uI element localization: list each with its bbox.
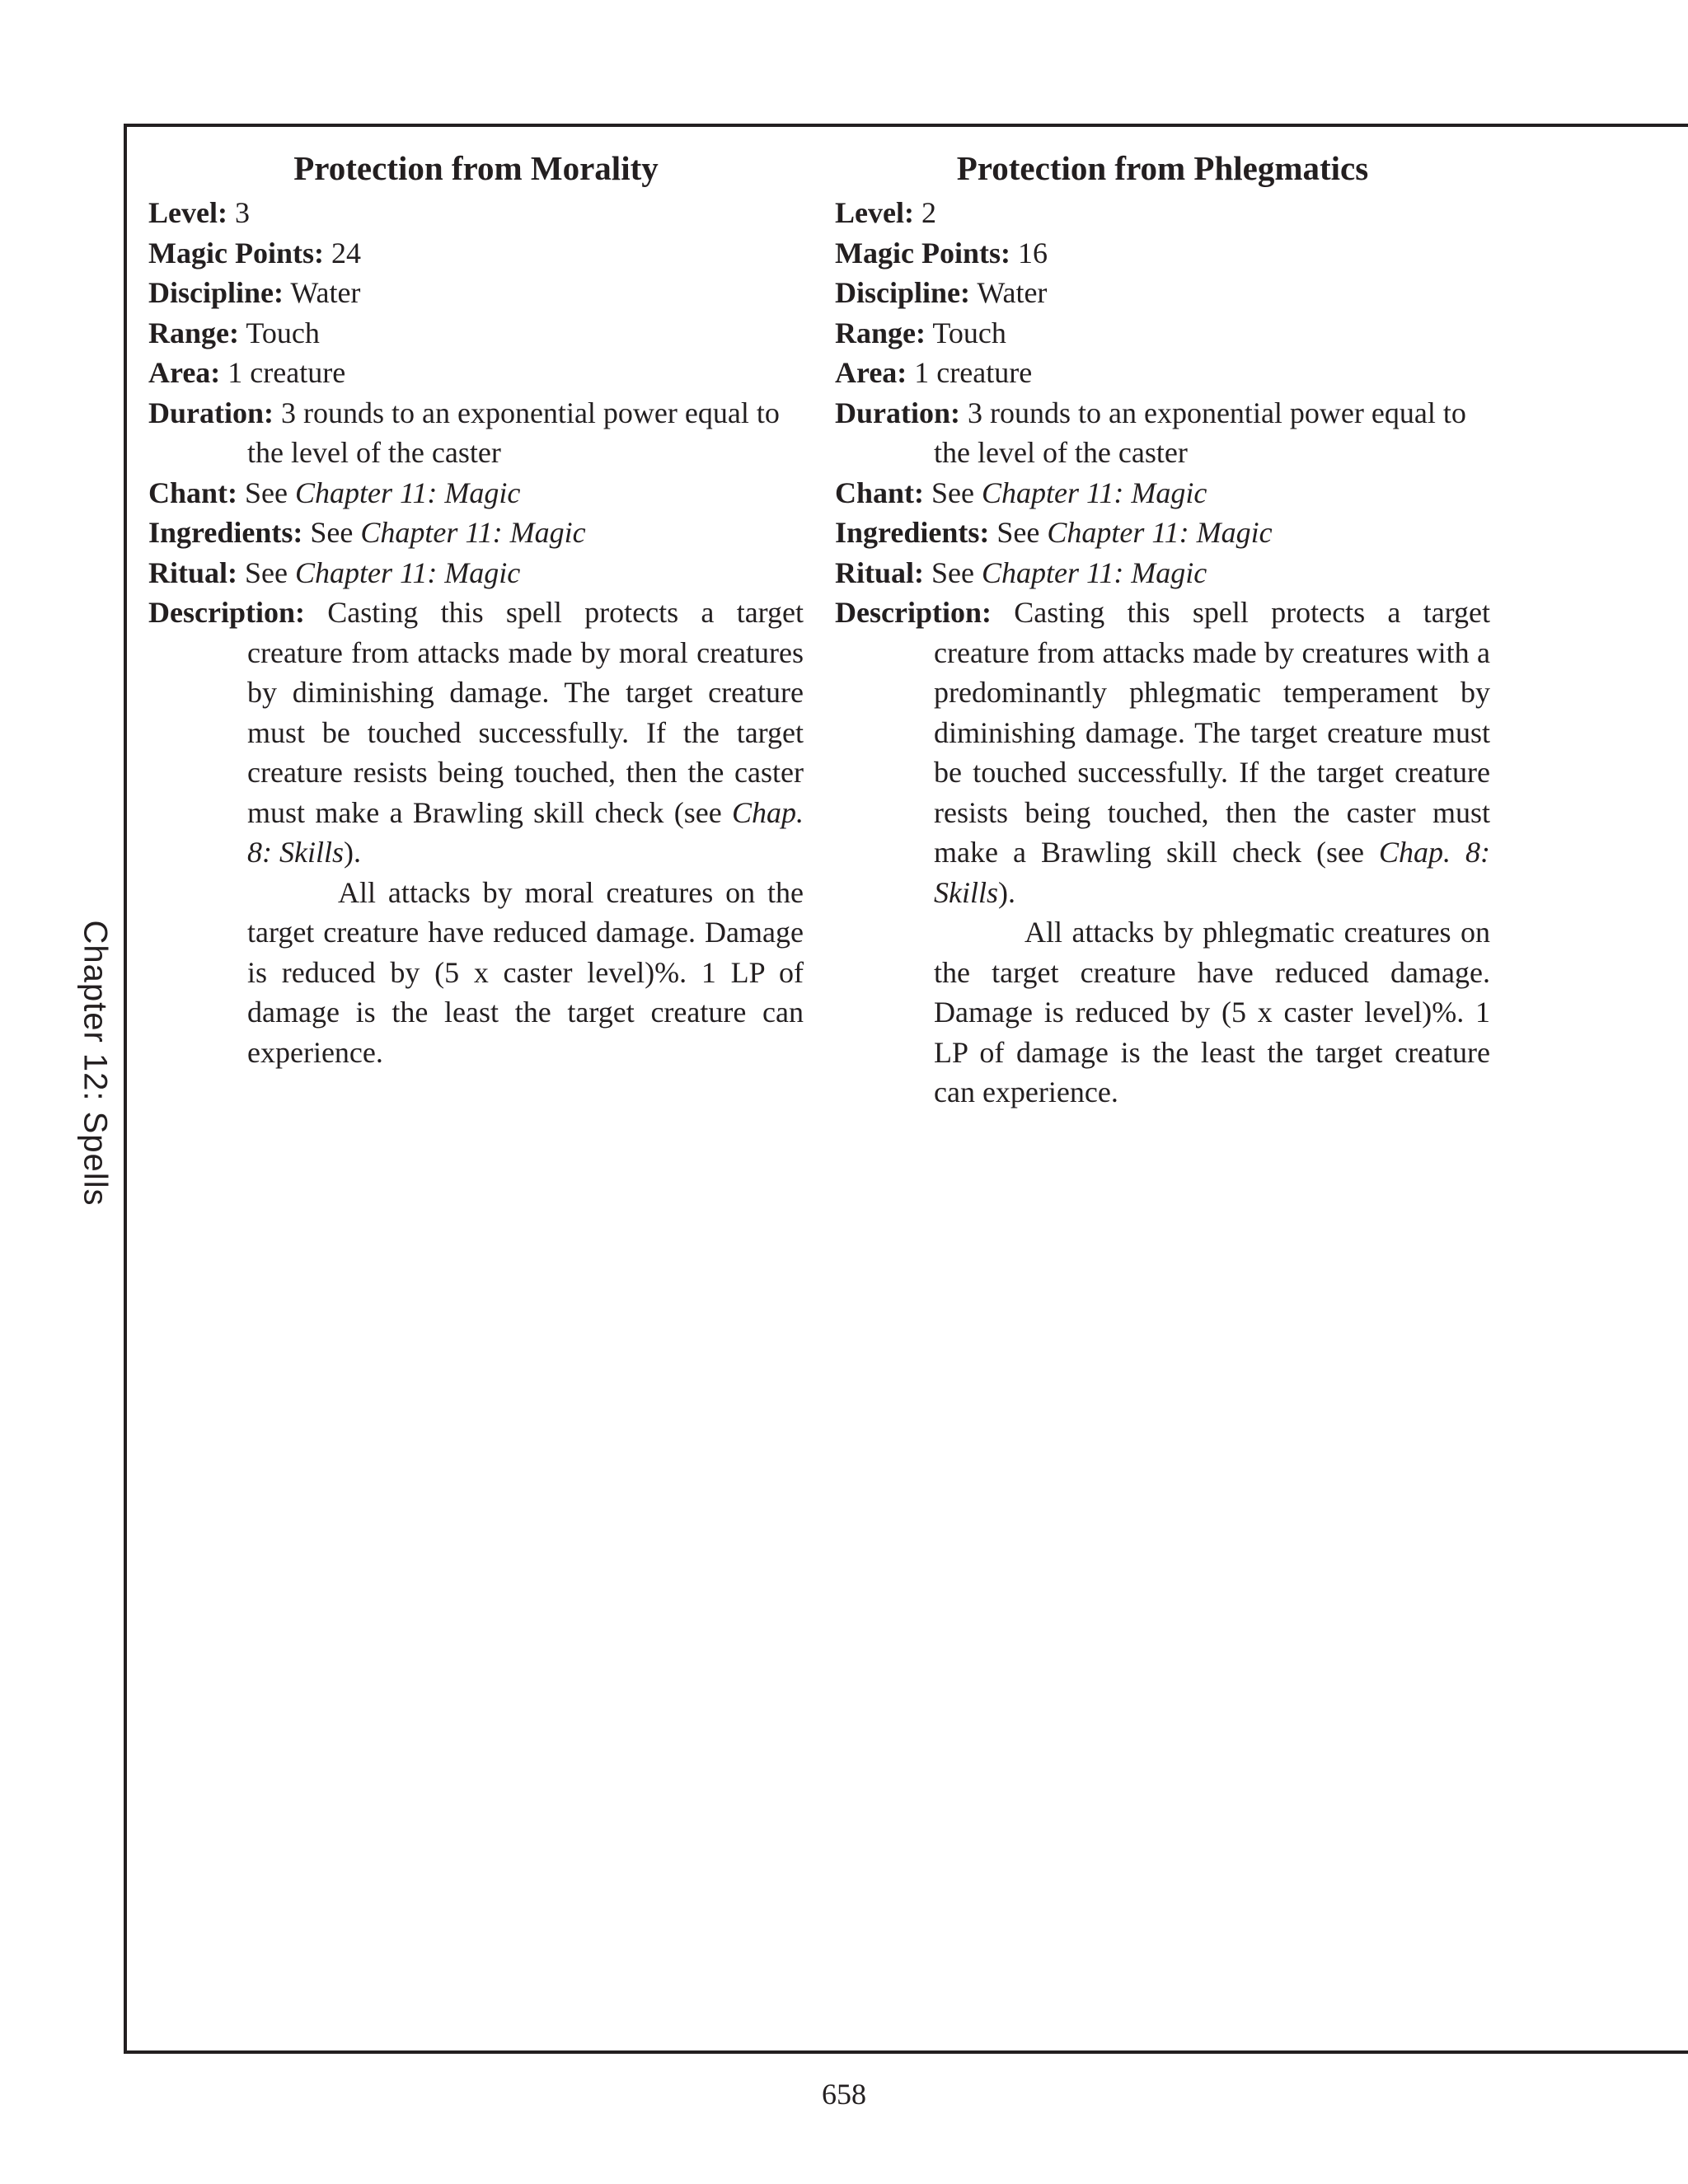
chapter-side-label: Chapter 12: Spells <box>77 920 114 1207</box>
spell-ritual: Ritual: See Chapter 11: Magic <box>148 555 521 589</box>
chant-reference: Chapter 11: Magic <box>982 476 1207 509</box>
spell-duration: Duration: 3 rounds to an exponential power equal to the level of the caster <box>835 396 1466 469</box>
spell-description: Description: Casting this spell protects a target creature from attacks made by moral creatures by diminishing damage. The target creature must be touched successfully. If the target creature resists being touched, then the caster must make a Brawling skill check (see Chap. 8: Skills). <box>148 596 804 869</box>
spell-level: Level: 3 <box>148 196 250 229</box>
spell-discipline: Discipline: Water <box>835 276 1048 309</box>
ritual-reference: Chapter 11: Magic <box>981 555 1207 589</box>
ritual-reference: Chapter 11: Magic <box>294 555 521 589</box>
spell-magic-points: Magic Points: 24 <box>148 236 361 269</box>
spell-ingredients: Ingredients: See Chapter 11: Magic <box>835 516 1273 549</box>
spell-discipline: Discipline: Water <box>148 276 361 309</box>
ingredients-reference: Chapter 11: Magic <box>1047 516 1273 549</box>
spell-description: Description: Casting this spell protects a target creature from attacks made by creatures with a predominantly phlegmatic temperament by diminishing damage. The target creature must be touched successfully. If the target creature resists being touched, then the caster must make a Brawling skill check (see Chap. 8: Skills). <box>835 596 1491 909</box>
spell-range: Range: Touch <box>148 316 320 349</box>
spell-description-continued: All attacks by phlegmatic creatures on the target creature have reduced damage. Damage is reduced by (5 x caster level)%. 1 LP of damage is the least the target creature can experience. <box>934 916 1490 1108</box>
chant-reference: Chapter 11: Magic <box>295 476 521 509</box>
spell-level: Level: 2 <box>835 196 936 229</box>
spell-duration: Duration: 3 rounds to an exponential power equal to the level of the caster <box>148 396 780 469</box>
spell-description-continued: All attacks by moral creatures on the target creature have reduced damage. Damage is reduced by (5 x caster level)%. 1 LP of damage is the least the target creature can experience. <box>247 875 804 1069</box>
spell-ritual: Ritual: See Chapter 11: Magic <box>835 555 1207 589</box>
spell-area: Area: 1 creature <box>148 356 346 389</box>
spell-entry-right <box>835 145 1490 1113</box>
spell-title: Protection from Morality <box>293 149 659 187</box>
spell-chant: Chant: See Chapter 11: Magic <box>148 476 521 509</box>
ingredients-reference: Chapter 11: Magic <box>360 516 586 549</box>
spell-entry-left <box>148 145 804 1072</box>
spell-chant: Chant: See Chapter 11: Magic <box>835 476 1207 509</box>
spell-magic-points: Magic Points: 16 <box>835 236 1048 269</box>
skills-reference: Chap. 8: Skills <box>247 795 804 869</box>
page-number: 658 <box>822 2078 866 2111</box>
spell-range: Range: Touch <box>835 316 1006 349</box>
spell-title: Protection from Phlegmatics <box>956 149 1369 187</box>
spell-area: Area: 1 creature <box>835 356 1033 389</box>
skills-reference: Chap. 8: Skills <box>934 836 1491 909</box>
spell-ingredients: Ingredients: See Chapter 11: Magic <box>148 516 586 549</box>
